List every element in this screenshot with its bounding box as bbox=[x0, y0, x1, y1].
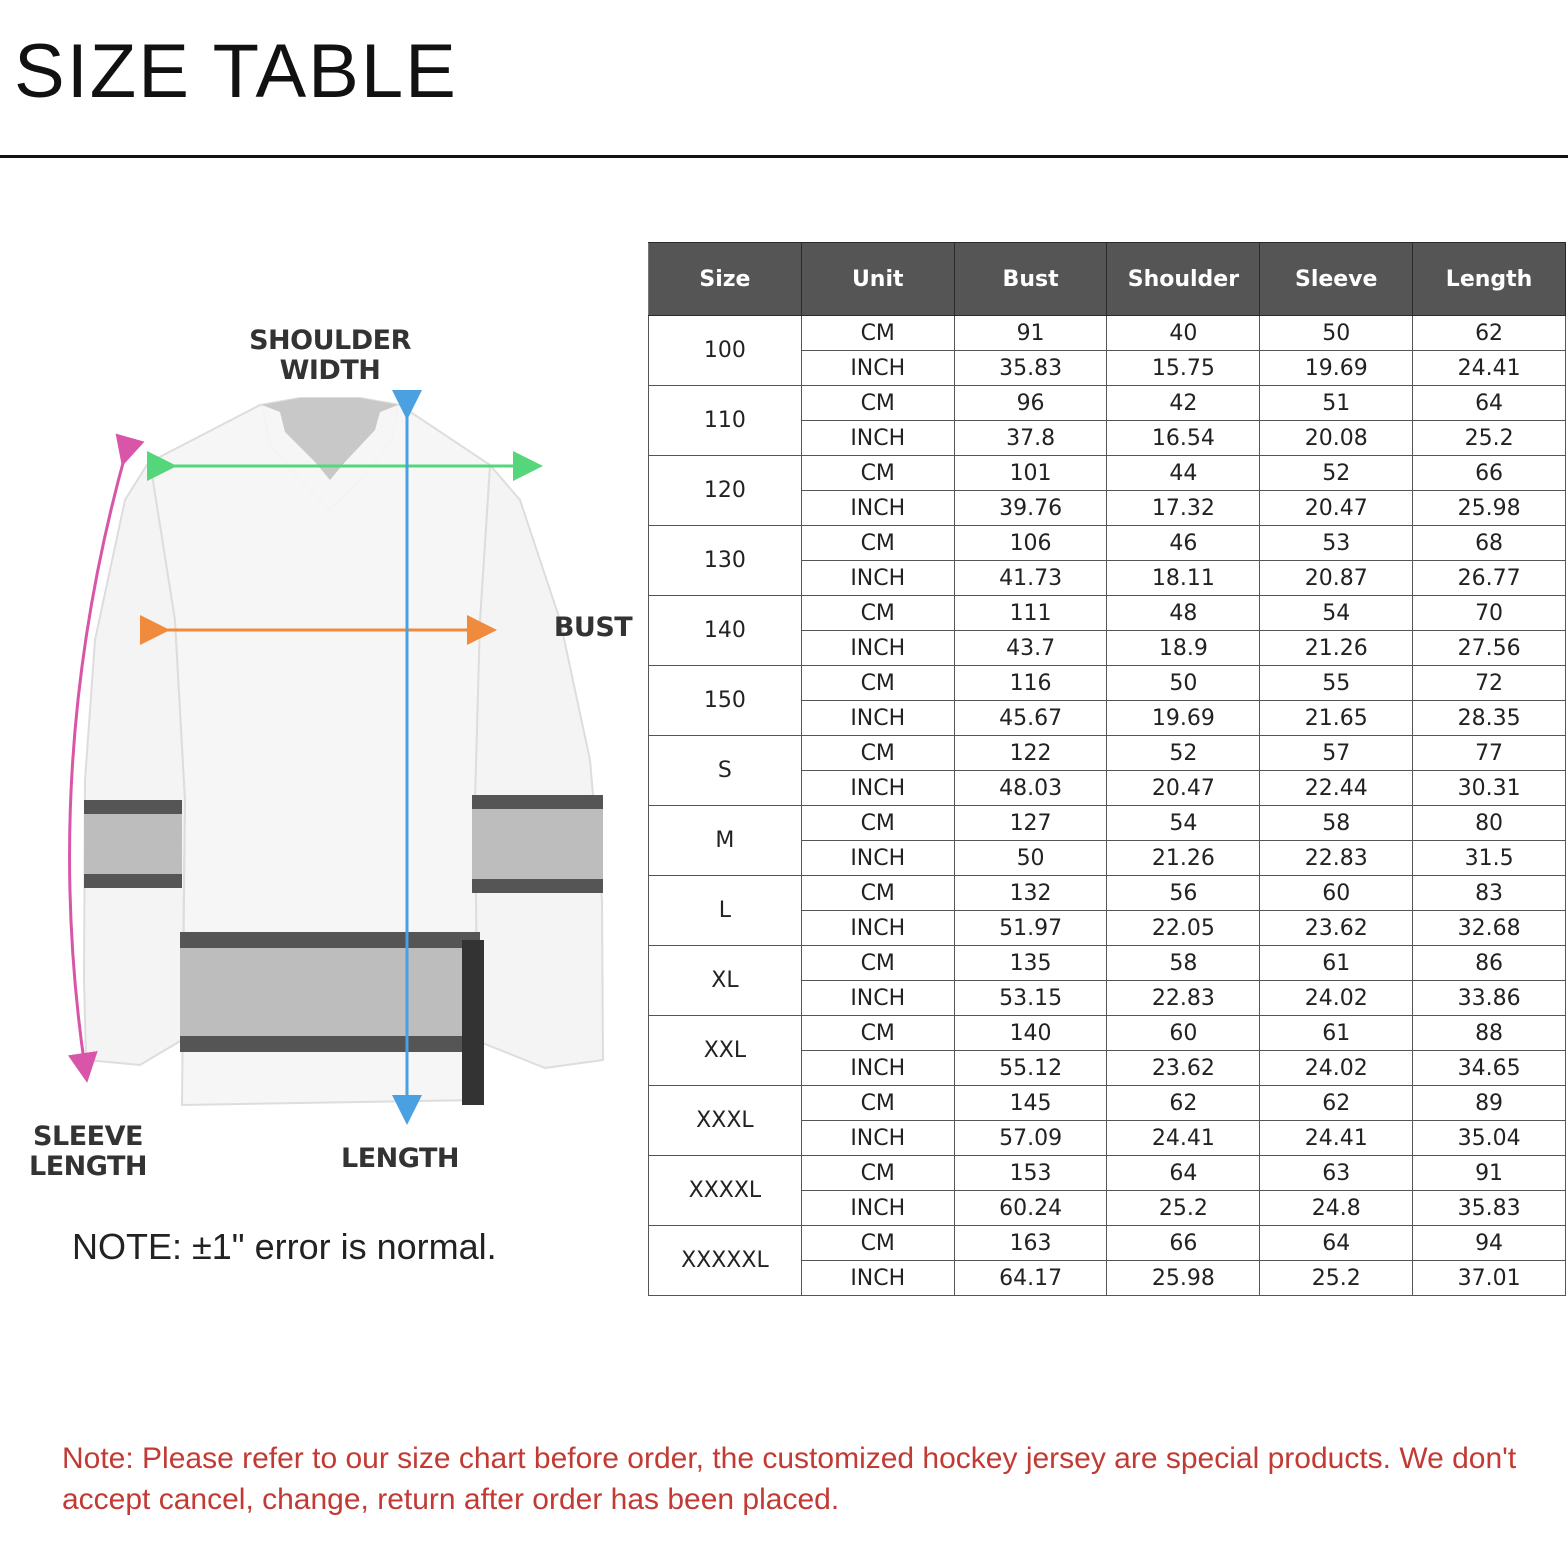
value-cell: 51 bbox=[1260, 386, 1413, 421]
size-cell: XL bbox=[649, 946, 802, 1016]
header-size: Size bbox=[649, 243, 802, 316]
header-sleeve: Sleeve bbox=[1260, 243, 1413, 316]
value-cell: 24.8 bbox=[1260, 1191, 1413, 1226]
unit-cell: CM bbox=[801, 1086, 954, 1121]
value-cell: 23.62 bbox=[1107, 1051, 1260, 1086]
unit-cell: CM bbox=[801, 736, 954, 771]
value-cell: 86 bbox=[1413, 946, 1566, 981]
value-cell: 54 bbox=[1107, 806, 1260, 841]
table-row bbox=[649, 876, 1566, 911]
value-cell: 127 bbox=[954, 806, 1107, 841]
unit-cell: CM bbox=[801, 456, 954, 491]
value-cell: 46 bbox=[1107, 526, 1260, 561]
value-cell: 40 bbox=[1107, 316, 1260, 351]
table-row bbox=[649, 1156, 1566, 1191]
value-cell: 22.83 bbox=[1260, 841, 1413, 876]
value-cell: 153 bbox=[954, 1156, 1107, 1191]
value-cell: 163 bbox=[954, 1226, 1107, 1261]
value-cell: 135 bbox=[954, 946, 1107, 981]
value-cell: 24.41 bbox=[1107, 1121, 1260, 1156]
value-cell: 61 bbox=[1260, 1016, 1413, 1051]
value-cell: 34.65 bbox=[1413, 1051, 1566, 1086]
unit-cell: CM bbox=[801, 1226, 954, 1261]
unit-cell: CM bbox=[801, 526, 954, 561]
value-cell: 41.73 bbox=[954, 561, 1107, 596]
value-cell: 18.9 bbox=[1107, 631, 1260, 666]
value-cell: 19.69 bbox=[1260, 351, 1413, 386]
value-cell: 25.98 bbox=[1107, 1261, 1260, 1296]
size-cell: 130 bbox=[649, 526, 802, 596]
value-cell: 48 bbox=[1107, 596, 1260, 631]
value-cell: 45.67 bbox=[954, 701, 1107, 736]
unit-cell: CM bbox=[801, 386, 954, 421]
value-cell: 50 bbox=[954, 841, 1107, 876]
unit-cell: CM bbox=[801, 806, 954, 841]
value-cell: 57 bbox=[1260, 736, 1413, 771]
value-cell: 64 bbox=[1413, 386, 1566, 421]
value-cell: 25.2 bbox=[1107, 1191, 1260, 1226]
header-unit: Unit bbox=[801, 243, 954, 316]
size-cell: 100 bbox=[649, 316, 802, 386]
sleeve-length-label: SLEEVE LENGTH bbox=[29, 1121, 147, 1182]
value-cell: 89 bbox=[1413, 1086, 1566, 1121]
value-cell: 57.09 bbox=[954, 1121, 1107, 1156]
size-cell: L bbox=[649, 876, 802, 946]
shoulder-width-label: SHOULDER WIDTH bbox=[249, 325, 411, 386]
value-cell: 64 bbox=[1260, 1226, 1413, 1261]
page-title: SIZE TABLE bbox=[14, 29, 458, 114]
unit-cell: CM bbox=[801, 666, 954, 701]
header-shoulder: Shoulder bbox=[1107, 243, 1260, 316]
unit-cell: INCH bbox=[801, 1051, 954, 1086]
size-cell: S bbox=[649, 736, 802, 806]
value-cell: 60 bbox=[1107, 1016, 1260, 1051]
value-cell: 25.2 bbox=[1260, 1261, 1413, 1296]
table-row bbox=[649, 1086, 1566, 1121]
title-divider bbox=[0, 155, 1568, 158]
value-cell: 35.04 bbox=[1413, 1121, 1566, 1156]
value-cell: 122 bbox=[954, 736, 1107, 771]
value-cell: 91 bbox=[954, 316, 1107, 351]
value-cell: 21.26 bbox=[1107, 841, 1260, 876]
table-row bbox=[649, 456, 1566, 491]
value-cell: 51.97 bbox=[954, 911, 1107, 946]
value-cell: 21.26 bbox=[1260, 631, 1413, 666]
unit-cell: CM bbox=[801, 1016, 954, 1051]
size-cell: XXXXL bbox=[649, 1156, 802, 1226]
table-row bbox=[649, 666, 1566, 701]
value-cell: 56 bbox=[1107, 876, 1260, 911]
value-cell: 48.03 bbox=[954, 771, 1107, 806]
unit-cell: INCH bbox=[801, 841, 954, 876]
value-cell: 116 bbox=[954, 666, 1107, 701]
value-cell: 94 bbox=[1413, 1226, 1566, 1261]
table-row bbox=[649, 386, 1566, 421]
value-cell: 25.98 bbox=[1413, 491, 1566, 526]
value-cell: 24.41 bbox=[1260, 1121, 1413, 1156]
size-cell: XXXL bbox=[649, 1086, 802, 1156]
unit-cell: INCH bbox=[801, 1191, 954, 1226]
table-row bbox=[649, 806, 1566, 841]
value-cell: 39.76 bbox=[954, 491, 1107, 526]
value-cell: 58 bbox=[1260, 806, 1413, 841]
value-cell: 83 bbox=[1413, 876, 1566, 911]
table-header-row bbox=[649, 243, 1566, 316]
value-cell: 88 bbox=[1413, 1016, 1566, 1051]
value-cell: 30.31 bbox=[1413, 771, 1566, 806]
unit-cell: INCH bbox=[801, 491, 954, 526]
value-cell: 60.24 bbox=[954, 1191, 1107, 1226]
value-cell: 17.32 bbox=[1107, 491, 1260, 526]
value-cell: 33.86 bbox=[1413, 981, 1566, 1016]
unit-cell: CM bbox=[801, 946, 954, 981]
value-cell: 106 bbox=[954, 526, 1107, 561]
unit-cell: INCH bbox=[801, 981, 954, 1016]
value-cell: 101 bbox=[954, 456, 1107, 491]
value-cell: 54 bbox=[1260, 596, 1413, 631]
value-cell: 62 bbox=[1260, 1086, 1413, 1121]
header-length: Length bbox=[1413, 243, 1566, 316]
value-cell: 35.83 bbox=[954, 351, 1107, 386]
value-cell: 23.62 bbox=[1260, 911, 1413, 946]
value-cell: 66 bbox=[1107, 1226, 1260, 1261]
value-cell: 140 bbox=[954, 1016, 1107, 1051]
size-cell: XXXXXL bbox=[649, 1226, 802, 1296]
value-cell: 43.7 bbox=[954, 631, 1107, 666]
value-cell: 77 bbox=[1413, 736, 1566, 771]
value-cell: 50 bbox=[1107, 666, 1260, 701]
value-cell: 50 bbox=[1260, 316, 1413, 351]
table-row bbox=[649, 1016, 1566, 1051]
table-row bbox=[649, 736, 1566, 771]
value-cell: 58 bbox=[1107, 946, 1260, 981]
value-cell: 63 bbox=[1260, 1156, 1413, 1191]
value-cell: 16.54 bbox=[1107, 421, 1260, 456]
value-cell: 26.77 bbox=[1413, 561, 1566, 596]
value-cell: 52 bbox=[1107, 736, 1260, 771]
value-cell: 31.5 bbox=[1413, 841, 1566, 876]
value-cell: 145 bbox=[954, 1086, 1107, 1121]
size-cell: 150 bbox=[649, 666, 802, 736]
value-cell: 53.15 bbox=[954, 981, 1107, 1016]
value-cell: 55.12 bbox=[954, 1051, 1107, 1086]
size-cell: M bbox=[649, 806, 802, 876]
table-row bbox=[649, 1226, 1566, 1261]
unit-cell: CM bbox=[801, 316, 954, 351]
value-cell: 111 bbox=[954, 596, 1107, 631]
unit-cell: CM bbox=[801, 1156, 954, 1191]
table-row bbox=[649, 526, 1566, 561]
value-cell: 64.17 bbox=[954, 1261, 1107, 1296]
value-cell: 64 bbox=[1107, 1156, 1260, 1191]
length-label: LENGTH bbox=[341, 1143, 459, 1174]
value-cell: 62 bbox=[1413, 316, 1566, 351]
bust-label: BUST bbox=[553, 612, 633, 643]
value-cell: 24.02 bbox=[1260, 981, 1413, 1016]
size-cell: 120 bbox=[649, 456, 802, 526]
value-cell: 24.41 bbox=[1413, 351, 1566, 386]
order-note: Note: Please refer to our size chart before order, the customized hockey jersey are special products. We don't accept cancel, change, return after order has been placed. bbox=[62, 1442, 1517, 1516]
error-note: NOTE: ±1" error is normal. bbox=[72, 1226, 497, 1267]
value-cell: 96 bbox=[954, 386, 1107, 421]
value-cell: 66 bbox=[1413, 456, 1566, 491]
table-body bbox=[649, 316, 1566, 1296]
value-cell: 72 bbox=[1413, 666, 1566, 701]
value-cell: 53 bbox=[1260, 526, 1413, 561]
size-cell: 110 bbox=[649, 386, 802, 456]
unit-cell: INCH bbox=[801, 631, 954, 666]
unit-cell: INCH bbox=[801, 911, 954, 946]
value-cell: 22.83 bbox=[1107, 981, 1260, 1016]
unit-cell: INCH bbox=[801, 1261, 954, 1296]
value-cell: 24.02 bbox=[1260, 1051, 1413, 1086]
value-cell: 68 bbox=[1413, 526, 1566, 561]
value-cell: 80 bbox=[1413, 806, 1566, 841]
size-cell: 140 bbox=[649, 596, 802, 666]
value-cell: 52 bbox=[1260, 456, 1413, 491]
value-cell: 91 bbox=[1413, 1156, 1566, 1191]
unit-cell: INCH bbox=[801, 421, 954, 456]
value-cell: 22.44 bbox=[1260, 771, 1413, 806]
unit-cell: INCH bbox=[801, 351, 954, 386]
unit-cell: INCH bbox=[801, 771, 954, 806]
unit-cell: CM bbox=[801, 596, 954, 631]
value-cell: 19.69 bbox=[1107, 701, 1260, 736]
value-cell: 44 bbox=[1107, 456, 1260, 491]
unit-cell: INCH bbox=[801, 1121, 954, 1156]
value-cell: 132 bbox=[954, 876, 1107, 911]
value-cell: 28.35 bbox=[1413, 701, 1566, 736]
value-cell: 20.87 bbox=[1260, 561, 1413, 596]
table-row bbox=[649, 946, 1566, 981]
value-cell: 55 bbox=[1260, 666, 1413, 701]
value-cell: 70 bbox=[1413, 596, 1566, 631]
unit-cell: CM bbox=[801, 876, 954, 911]
value-cell: 25.2 bbox=[1413, 421, 1566, 456]
value-cell: 62 bbox=[1107, 1086, 1260, 1121]
value-cell: 27.56 bbox=[1413, 631, 1566, 666]
value-cell: 20.08 bbox=[1260, 421, 1413, 456]
size-cell: XXL bbox=[649, 1016, 802, 1086]
value-cell: 32.68 bbox=[1413, 911, 1566, 946]
value-cell: 21.65 bbox=[1260, 701, 1413, 736]
value-cell: 18.11 bbox=[1107, 561, 1260, 596]
value-cell: 42 bbox=[1107, 386, 1260, 421]
header-bust: Bust bbox=[954, 243, 1107, 316]
value-cell: 37.01 bbox=[1413, 1261, 1566, 1296]
value-cell: 22.05 bbox=[1107, 911, 1260, 946]
value-cell: 60 bbox=[1260, 876, 1413, 911]
value-cell: 61 bbox=[1260, 946, 1413, 981]
value-cell: 35.83 bbox=[1413, 1191, 1566, 1226]
jersey-diagram bbox=[0, 200, 640, 1280]
value-cell: 15.75 bbox=[1107, 351, 1260, 386]
right-sleeve bbox=[470, 465, 603, 1068]
size-table bbox=[648, 242, 1566, 1296]
table-row bbox=[649, 596, 1566, 631]
value-cell: 20.47 bbox=[1260, 491, 1413, 526]
value-cell: 20.47 bbox=[1107, 771, 1260, 806]
table-row bbox=[649, 316, 1566, 351]
unit-cell: INCH bbox=[801, 561, 954, 596]
value-cell: 37.8 bbox=[954, 421, 1107, 456]
unit-cell: INCH bbox=[801, 701, 954, 736]
